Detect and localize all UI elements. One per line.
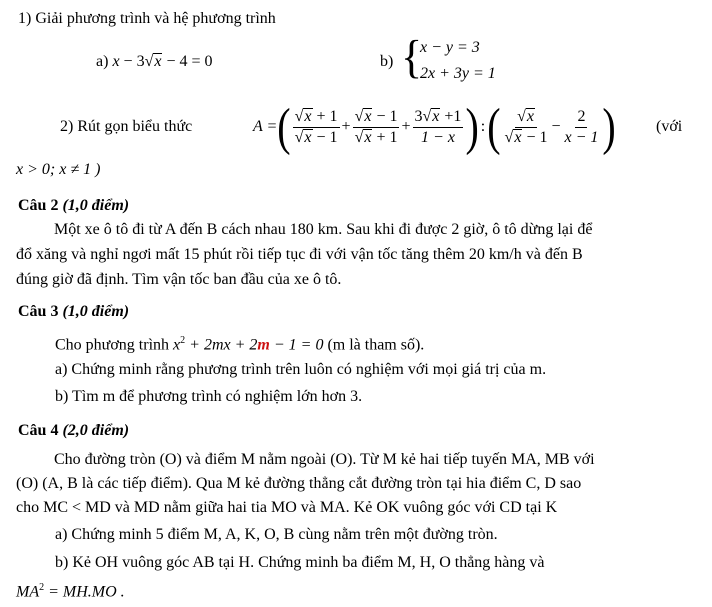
f3-num-sqrt: x <box>432 107 440 125</box>
part2-label: 2) Rút gọn biểu thức <box>60 118 193 135</box>
f1-den-tail: − 1 <box>316 128 338 146</box>
q2-line1: Một xe ô tô đi từ A đến B cách nhau 180 km. Sau khi đi được 2 giờ, ô tô dừng lại để <box>54 221 593 238</box>
q3-heading <box>18 302 129 322</box>
part1-a-minus3: − 3 <box>123 53 145 70</box>
fraction-4: $\frac{√x}{√x - 1}$ <box>504 107 548 146</box>
q3-heading-title: Câu 3 <box>18 303 59 320</box>
q3-note: (m là tham số). <box>327 336 425 354</box>
fraction-3: $\frac{3√x +1}{1 - x}$ <box>414 107 462 146</box>
f1-num-sqrt: x <box>304 107 312 125</box>
f3-num-coef: 3 <box>414 107 423 125</box>
f3-num-tail: +1 <box>444 107 462 125</box>
f4-num-sqrt: x <box>526 107 534 125</box>
q4-heading <box>18 421 129 441</box>
fraction-1: $\frac{√x + 1}{√x - 1}$ <box>294 107 338 146</box>
part1-b-line1: x − y = 3 <box>420 39 480 56</box>
q4-heading-title: Câu 4 <box>18 422 59 439</box>
f1-den-sqrt: x <box>304 128 312 146</box>
q2-line3: đúng giờ đã định. Tìm vận tốc ban đầu của xe ô tô. <box>16 271 342 288</box>
q2-heading-title: Câu 2 <box>18 197 59 214</box>
fraction-5 <box>563 108 601 147</box>
q4-a: a) Chứng minh 5 điểm M, A, K, O, B cùng nằm trên một đường tròn. <box>55 526 498 543</box>
fraction-2: $\frac{√x - 1}{√x + 1}$ <box>354 107 398 146</box>
part1-title: 1) Giải phương trình và hệ phương trình <box>18 10 276 27</box>
part1-a-x: x <box>112 53 120 70</box>
q4-last-ma: MA <box>16 583 40 601</box>
f4-den-tail: − 1 <box>526 128 548 146</box>
f5-den: x − 1 <box>564 128 599 146</box>
paren-open-1-icon: ( <box>277 97 291 156</box>
q3-a: a) Chứng minh rằng phương trình trên luôn có nghiệm với mọi giá trị của m. <box>55 361 547 378</box>
f1-num-tail: + 1 <box>316 107 338 125</box>
q3-eq-x: x <box>173 336 181 354</box>
op-minus: − <box>551 118 561 135</box>
q4-line3: cho MC < MD và MD nằm giữa hai tia MO và MA. Kẻ OK vuông góc với CD tại K <box>16 499 558 516</box>
f2-den-sqrt: x <box>364 128 372 146</box>
q4-last-rest: = MH.MO . <box>48 583 125 601</box>
q4-b: b) Kẻ OH vuông góc AB tại H. Chứng minh ba điểm M, H, O thẳng hàng và <box>55 554 545 571</box>
part1-a-label: a) <box>96 53 109 70</box>
q3-heading-points: (1,0 điểm) <box>62 303 130 320</box>
q2-heading-points: (1,0 điểm) <box>62 197 130 214</box>
sqrt-symbol-icon: √ <box>144 53 154 70</box>
q4-heading-points: (2,0 điểm) <box>62 422 130 439</box>
f2-num-tail: − 1 <box>376 107 398 125</box>
part1-b-line2: 2x + 3y = 1 <box>420 65 496 82</box>
q3-intro: Cho phương trình <box>55 336 170 354</box>
expr-A: A = <box>253 118 278 135</box>
f3-den: 1 − x <box>421 128 455 146</box>
paren-close-2-icon: ) <box>602 97 616 156</box>
q3-eq-c: − 1 = 0 <box>273 336 324 354</box>
paren-open-2-icon: ( <box>487 97 501 156</box>
part2-cond-open: (với <box>656 118 683 135</box>
op-plus-2: + <box>401 118 411 135</box>
op-colon: : <box>480 118 486 135</box>
op-plus-1: + <box>341 118 351 135</box>
f5-num: 2 <box>575 108 587 128</box>
part1-a-rest: − 4 = 0 <box>166 53 213 70</box>
f4-den-sqrt: x <box>514 128 522 146</box>
system-brace-icon: { <box>401 31 423 84</box>
q3-eq-b: + 2mx + 2 <box>189 336 258 354</box>
q4-line1: Cho đường tròn (O) và điểm M nằm ngoài (O). Từ M kẻ hai tiếp tuyến MA, MB với <box>54 451 595 468</box>
part1-a-sqrt-x: x <box>154 53 162 70</box>
q4-last-sup: 2 <box>39 582 45 593</box>
part1-b-label: b) <box>380 53 394 70</box>
q4-last <box>16 578 125 602</box>
q3-eq-m: m <box>257 336 270 354</box>
q4-line2: (O) (A, B là các tiếp điểm). Qua M kẻ đường thẳng cắt đường tròn tại hia điểm C, D sao <box>16 475 582 492</box>
f2-den-tail: + 1 <box>376 128 398 146</box>
part2-expression <box>253 99 616 155</box>
f2-num-sqrt: x <box>364 107 372 125</box>
q2-line2: đổ xăng và nghỉ ngơi mất 15 phút rồi tiếp tục đi với vận tốc tăng thêm 20 km/h và đến B <box>16 246 583 263</box>
q2-heading <box>18 196 129 216</box>
part2-cond: x > 0; x ≠ 1 ) <box>16 161 101 178</box>
q3-intro-line: Cho phương trình $x^2 + 2mx + 2m - 1 = 0$ (m là tham số). <box>55 335 425 354</box>
part1-a <box>96 52 213 72</box>
q3-b: b) Tìm m để phương trình có nghiệm lớn hơn 3. <box>55 388 363 405</box>
paren-close-1-icon: ) <box>465 97 479 156</box>
